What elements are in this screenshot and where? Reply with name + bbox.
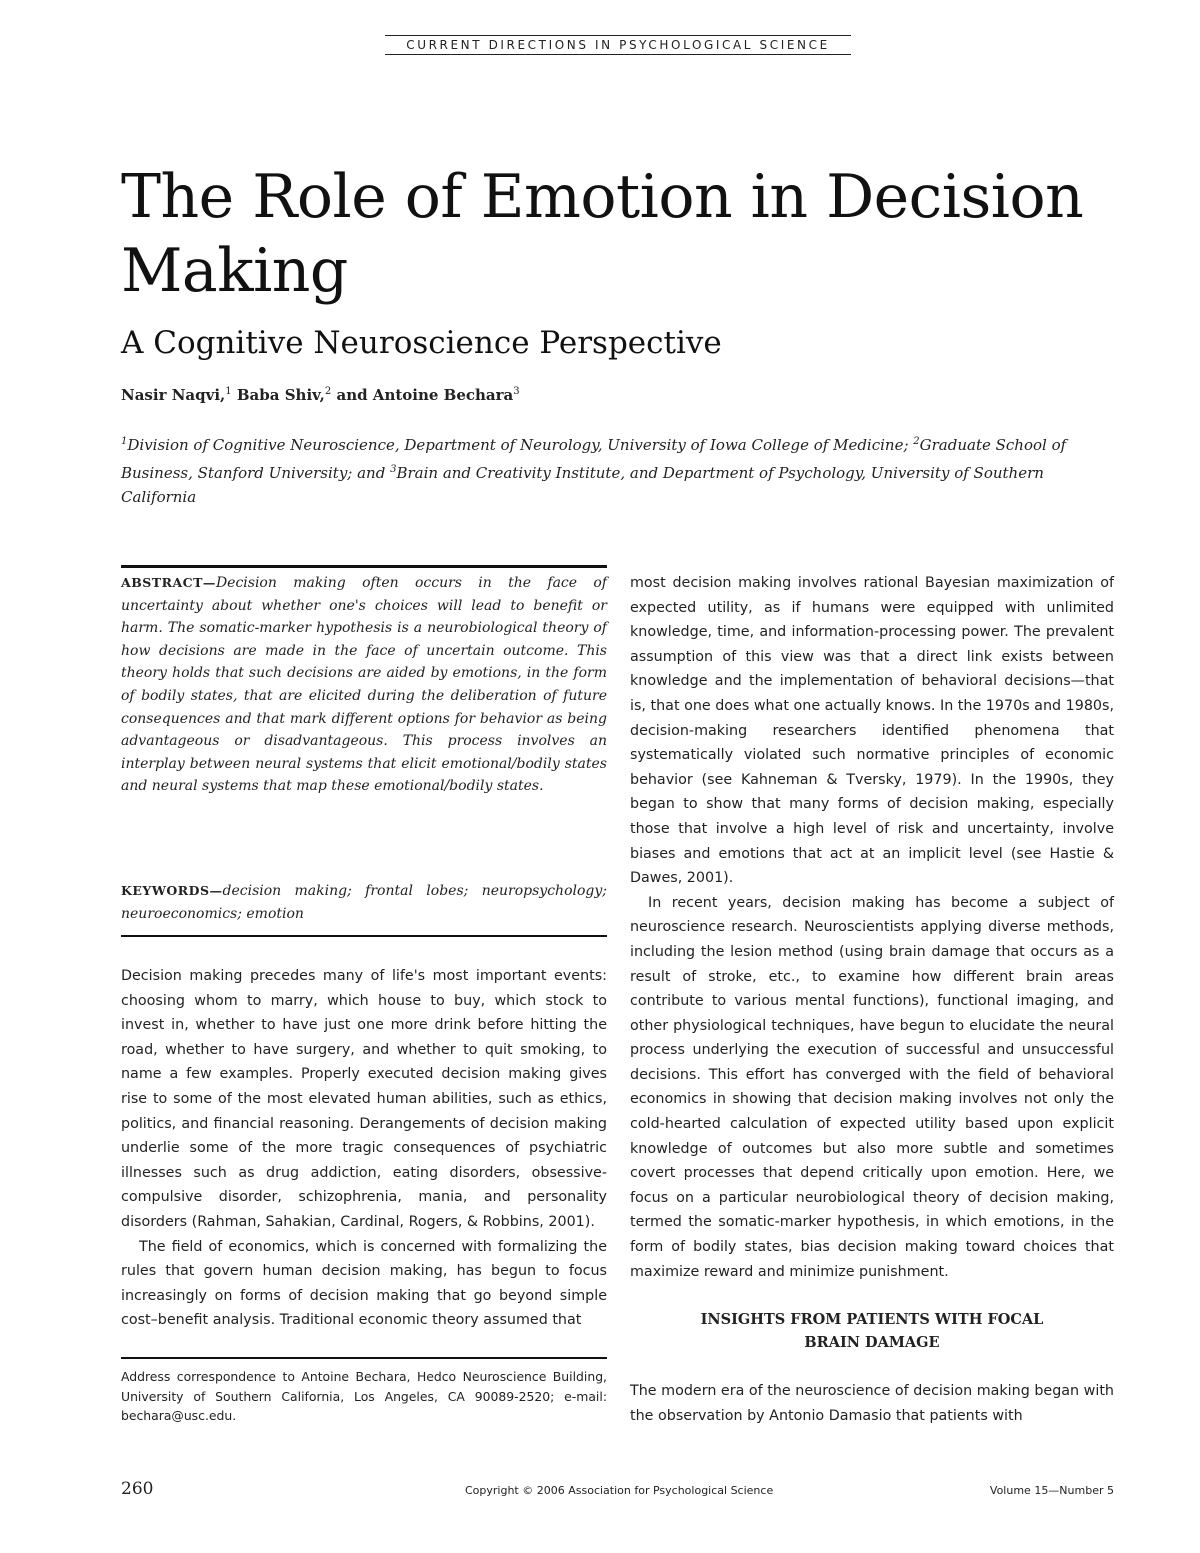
body-paragraph: most decision making involves rational Bayesian maximization of expected utility, as if humans were equipped with unlimited knowledge, time, and information-processing power. The prevalent assumption of this view was that a direct link exists between knowledge and the implementation of behavioral decisions—that is, that one does what one actually knows. In the 1970s and 1980s, decision-making researchers identified phenomena that systematically violated such normative principles of economic behavior (see Kahneman & Tversky, 1979). In the 1990s, they began to show that many forms of decision making, especially those that involve a high level of risk and uncertainty, involve biases and emotions that act at an implicit level (see Hastie & Dawes, 2001). bbox=[630, 575, 1115, 887]
affiliation-text: Division of Cognitive Neuroscience, Department of Neurology, University of Iowa College of Medicine; bbox=[127, 436, 914, 454]
abstract-bottom-rule bbox=[121, 935, 607, 937]
abstract bbox=[121, 572, 607, 798]
abstract-text: Decision making often occurs in the face of uncertainty about whether one's choices will lead to benefit or harm. The somatic-marker hypothesis is a neurobiological theory of how decisions are made in the face of uncertain outcome. This theory holds that such decisions are aided by emotions, in the form of bodily states, that are elicited during the deliberation of future consequences and that mark different options for behavior as being advantageous or disadvantageous. This process involves an interplay between neural systems that elicit emotional/bodily states and neural systems that map these emotional/bodily states. bbox=[121, 575, 607, 795]
affiliation-text: Brain and Creativity Institute, and Department of Psychology, University of Southern California bbox=[121, 463, 1044, 506]
author-name: and Antoine Bechara bbox=[336, 386, 514, 404]
keywords bbox=[121, 880, 607, 925]
abstract-label: ABSTRACT— bbox=[121, 575, 216, 590]
author-superscript: 3 bbox=[513, 386, 520, 397]
body-paragraph: The modern era of the neuroscience of decision making began with the observation by Antonio Damasio that patients with bbox=[630, 1383, 1114, 1424]
body-paragraph: Decision making precedes many of life's most important events: choosing whom to marry, which house to buy, which stock to invest in, whether to have just one more drink before hitting the road, whether to have surgery, and whether to quit smoking, to name a few examples. Properly executed decision making gives rise to some of the most elevated human abilities, such as ethics, politics, and financial reasoning. Derangements of decision making underlie some of the more tragic consequences of psychiatric illnesses such as drug addiction, eating disorders, obsessive-compulsive disorder, schizophrenia, mania, and personality disorders (Rahman, Sahakian, Cardinal, Rogers, & Robbins, 2001). bbox=[121, 968, 607, 1230]
article-subtitle: A Cognitive Neuroscience Perspective bbox=[121, 325, 722, 361]
journal-header: CURRENT DIRECTIONS IN PSYCHOLOGICAL SCIENCE bbox=[385, 35, 851, 55]
author-superscript: 2 bbox=[324, 386, 332, 397]
section-heading-line: BRAIN DAMAGE bbox=[804, 1334, 940, 1351]
affiliations bbox=[121, 430, 1116, 510]
keywords-text: decision making; frontal lobes; neuropsychology; neuroeconomics; emotion bbox=[121, 883, 607, 922]
affiliation-text: Graduate School of Business, Stanford University; and bbox=[121, 436, 1067, 482]
volume-number: Volume 15—Number 5 bbox=[989, 1484, 1114, 1497]
body-paragraph: In recent years, decision making has become a subject of neuroscience research. Neuroscientists applying diverse methods, including the lesion method (using brain damage that occurs as a result of stroke, etc., to examine how different brain areas contribute to various mental functions), functional imaging, and other physiological techniques, have begun to elucidate the neural process underlying the execution of successful and unsuccessful decisions. This effort has converged with the field of behavioral economics in showing that decision making involves not only the cold-hearted calculation of expected utility based upon explicit knowledge of outcomes but also more subtle and sometimes covert processes that depend critically upon emotion. Here, we focus on a particular neurobiological theory of decision making, termed the somatic-marker hypothesis, in which emotions, in the form of bodily states, bias decision making toward choices that maximize reward and minimize punishment. bbox=[630, 894, 1114, 1280]
author-name: Baba Shiv, bbox=[236, 386, 325, 404]
correspondence-address: Address correspondence to Antoine Bechara, Hedco Neuroscience Building, University of Southern California, Los Angeles, CA 90089-2520; e-mail: bechara@usc.edu. bbox=[121, 1369, 607, 1423]
section-heading bbox=[630, 1308, 1114, 1354]
page-number: 260 bbox=[121, 1479, 154, 1499]
article-title: The Role of Emotion in Decision Making bbox=[121, 162, 1084, 306]
author-superscript: 1 bbox=[225, 386, 232, 397]
author-list bbox=[121, 386, 520, 404]
affiliation-superscript: 3 bbox=[390, 463, 397, 475]
body-paragraph: The field of economics, which is concerned with formalizing the rules that govern human decision making, has begun to focus increasingly on forms of decision making that go beyond simple cost–benefit analysis. Traditional economic theory assumed that bbox=[121, 1238, 607, 1329]
keywords-label: KEYWORDS— bbox=[121, 883, 223, 898]
section-body bbox=[630, 1379, 1114, 1428]
copyright-notice: Copyright © 2006 Association for Psychological Science bbox=[465, 1484, 774, 1497]
right-column-body bbox=[630, 571, 1114, 1284]
address-rule bbox=[121, 1357, 607, 1359]
section-heading-line: INSIGHTS FROM PATIENTS WITH FOCAL bbox=[700, 1311, 1044, 1328]
left-column-body bbox=[121, 964, 607, 1333]
affiliation-superscript: 2 bbox=[913, 436, 920, 447]
author-name: Nasir Naqvi, bbox=[121, 386, 226, 404]
affiliation-superscript: 1 bbox=[121, 436, 128, 447]
abstract-top-rule bbox=[121, 565, 607, 568]
